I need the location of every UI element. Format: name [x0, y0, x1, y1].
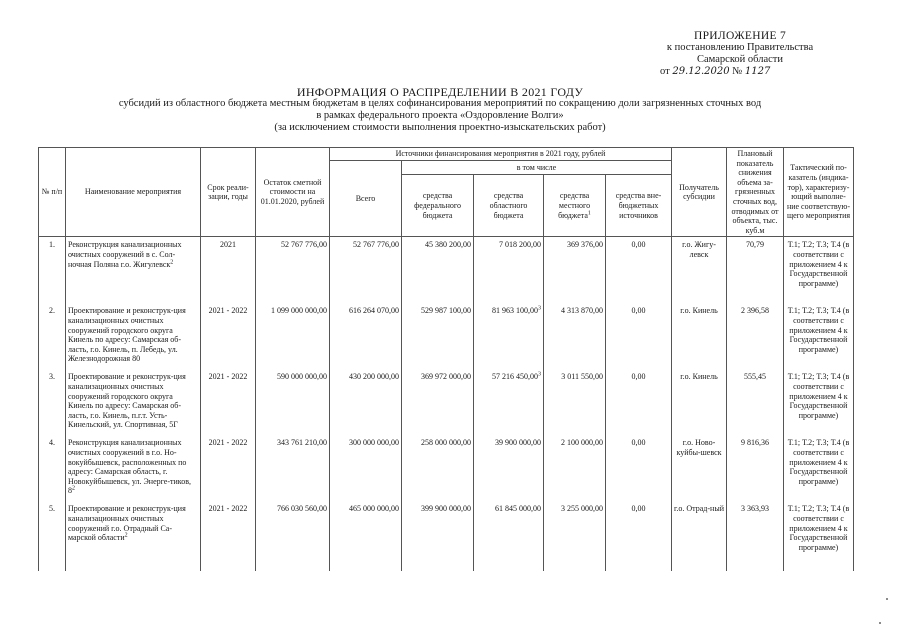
row-regional-text: 61 845 000,00 [495, 504, 541, 514]
row-recipient: г.о. Отрад-ный [672, 501, 727, 571]
row-federal: 258 000 000,00 [402, 435, 474, 501]
row-nonbudget: 0,00 [606, 369, 672, 435]
table-row [39, 303, 854, 369]
row-num: 2. [39, 303, 66, 369]
row-name-sup: 2 [72, 485, 75, 492]
table-body [39, 237, 854, 572]
row-planned: 70,79 [727, 237, 784, 304]
annex-line-2: Самарской области [697, 54, 783, 65]
row-tactical: Т.1; Т.2; Т.3; Т.4 (в соответствии с приложением 4 к Государственной программе) [784, 501, 854, 571]
row-period: 2021 - 2022 [201, 303, 256, 369]
row-regional [474, 501, 544, 571]
annex-title: ПРИЛОЖЕНИЕ 7 [693, 30, 786, 42]
row-name-text: Проектирование и реконструк-ция канализационных очистных сооружений городского округа Кинель по адресу: Самарская об-ласть, г.о. Кинель, п. Лебедь, ул. Железнодорожная 80 [68, 306, 186, 364]
scan-speck [886, 598, 888, 600]
row-name-text: Реконструкция канализационных очистных сооружений в с. Сол-ночная Поляна г.о. Жигулевск [68, 240, 182, 269]
row-local: 3 255 000,00 [544, 501, 606, 571]
row-local: 4 313 870,00 [544, 303, 606, 369]
row-regional-sup: 3 [538, 305, 541, 312]
row-local: 2 100 000,00 [544, 435, 606, 501]
row-name [66, 303, 201, 369]
row-recipient: г.о. Ново-куйбы-шевск [672, 435, 727, 501]
row-recipient: г.о. Кинель [672, 303, 727, 369]
row-nonbudget: 0,00 [606, 435, 672, 501]
row-period: 2021 - 2022 [201, 369, 256, 435]
header-sources-group: Источники финансирования мероприятия в 2021 году, рублей [330, 148, 672, 161]
row-regional [474, 435, 544, 501]
header-remaining: Остаток сметной стоимости на 01.01.2020, рублей [256, 148, 330, 237]
row-num: 4. [39, 435, 66, 501]
row-planned: 555,45 [727, 369, 784, 435]
header-local [544, 175, 606, 237]
document-header [60, 86, 820, 134]
header-tactical: Тактический по-казатель (индика-тор), характеризу-ющий выполне-ние соответствую-щего мероприятия [784, 148, 854, 237]
header-period: Срок реали-зации, годы [201, 148, 256, 237]
header-planned: Плановый показатель снижения объема за-грязненных сточных вод, отводимых от объекта, тыс. куб.м [727, 148, 784, 237]
row-name [66, 237, 201, 304]
row-name-text: Проектирование и реконструк-ция канализационных очистных сооружений городского округа Кинель по адресу: Самарская об-ласть, г.о. Кинель, п.г.т. Усть-Кинельский, ул. Спортивная, 5Г [68, 372, 186, 430]
header-local-text: средства местного бюджета [558, 191, 591, 220]
row-num: 1. [39, 237, 66, 304]
annex-from-label: от [660, 66, 670, 77]
row-federal: 399 900 000,00 [402, 501, 474, 571]
header-total: Всего [330, 160, 402, 237]
row-regional [474, 303, 544, 369]
header-line-1: субсидий из областного бюджета местным бюджетам в целях софинансирования мероприятий по сокращению доли загрязненных сточных вод [118, 98, 762, 109]
row-nonbudget: 0,00 [606, 501, 672, 571]
header-including: в том числе [402, 160, 672, 175]
header-line-3: (за исключением стоимости выполнения проектно-изыскательских работ) [274, 122, 606, 133]
row-regional-text: 57 216 450,00 [492, 372, 538, 382]
row-name-text: Проектирование и реконструк-ция канализационных очистных сооружений г.о. Отрадный Са-марской области [68, 504, 186, 543]
row-nonbudget: 0,00 [606, 237, 672, 304]
row-recipient: г.о. Жигу-левск [672, 237, 727, 304]
row-name-sup: 2 [170, 258, 174, 265]
row-remaining: 1 099 000 000,00 [256, 303, 330, 369]
row-total: 465 000 000,00 [330, 501, 402, 571]
row-total: 616 264 070,00 [330, 303, 402, 369]
row-total: 430 200 000,00 [330, 369, 402, 435]
row-regional-text: 7 018 200,00 [499, 240, 541, 250]
row-regional-sup: 3 [538, 371, 541, 378]
row-planned: 9 816,36 [727, 435, 784, 501]
row-planned: 3 363,93 [727, 501, 784, 571]
row-federal: 45 380 200,00 [402, 237, 474, 304]
row-num: 3. [39, 369, 66, 435]
row-nonbudget: 0,00 [606, 303, 672, 369]
annex-date-line [640, 66, 840, 78]
row-total: 52 767 776,00 [330, 237, 402, 304]
row-regional-text: 81 963 100,00 [492, 306, 538, 316]
row-num: 5. [39, 501, 66, 571]
row-regional [474, 237, 544, 304]
distribution-table [38, 147, 854, 571]
table-row [39, 435, 854, 501]
row-tactical: Т.1; Т.2; Т.3; Т.4 (в соответствии с приложением 4 к Государственной программе) [784, 435, 854, 501]
row-name [66, 369, 201, 435]
row-period: 2021 - 2022 [201, 501, 256, 571]
row-name [66, 435, 201, 501]
row-name-sup: 2 [124, 532, 128, 539]
row-name-text: Реконструкция канализационных очистных сооружений в г.о. Но-вокуйбышевск, расположенных по адресу: Самарская область, г. Новокуйбышевск, ул. Энерге-тиков, 8 [68, 438, 192, 496]
row-period: 2021 - 2022 [201, 435, 256, 501]
header-name: Наименование мероприятия [66, 148, 201, 237]
annex-line-1: к постановлению Правительства [666, 42, 814, 53]
row-tactical: Т.1; Т.2; Т.3; Т.4 (в соответствии с приложением 4 к Государственной программе) [784, 303, 854, 369]
header-federal: средства федерального бюджета [402, 175, 474, 237]
row-local: 3 011 550,00 [544, 369, 606, 435]
table-row [39, 369, 854, 435]
annex-date: 29.12.2020 [672, 66, 730, 77]
header-line-2: в рамках федерального проекта «Оздоровление Волги» [316, 110, 564, 121]
row-remaining: 343 761 210,00 [256, 435, 330, 501]
row-recipient: г.о. Кинель [672, 369, 727, 435]
row-name [66, 501, 201, 571]
table-row [39, 237, 854, 304]
header-local-sup: 1 [587, 209, 591, 216]
header-recipient: Получатель субсидии [672, 148, 727, 237]
annex-block [640, 30, 840, 78]
row-remaining: 766 030 560,00 [256, 501, 330, 571]
row-regional [474, 369, 544, 435]
row-federal: 369 972 000,00 [402, 369, 474, 435]
table-row [39, 501, 854, 571]
document-title: ИНФОРМАЦИЯ О РАСПРЕДЕЛЕНИИ В 2021 ГОДУ [296, 85, 584, 99]
annex-number: 1127 [744, 66, 771, 77]
row-period: 2021 [201, 237, 256, 304]
row-remaining: 52 767 776,00 [256, 237, 330, 304]
row-local: 369 376,00 [544, 237, 606, 304]
annex-number-label: № [732, 66, 743, 77]
row-remaining: 590 000 000,00 [256, 369, 330, 435]
header-num: № п/п [39, 148, 66, 237]
scan-speck [879, 622, 881, 624]
row-federal: 529 987 100,00 [402, 303, 474, 369]
row-planned: 2 396,58 [727, 303, 784, 369]
row-tactical: Т.1; Т.2; Т.3; Т.4 (в соответствии с приложением 4 к Государственной программе) [784, 237, 854, 304]
header-nonbudget: средства вне-бюджетных источников [606, 175, 672, 237]
row-regional-text: 39 900 000,00 [495, 438, 541, 448]
table-header [39, 148, 854, 237]
header-regional: средства областного бюджета [474, 175, 544, 237]
row-tactical: Т.1; Т.2; Т.3; Т.4 (в соответствии с приложением 4 к Государственной программе) [784, 369, 854, 435]
row-total: 300 000 000,00 [330, 435, 402, 501]
